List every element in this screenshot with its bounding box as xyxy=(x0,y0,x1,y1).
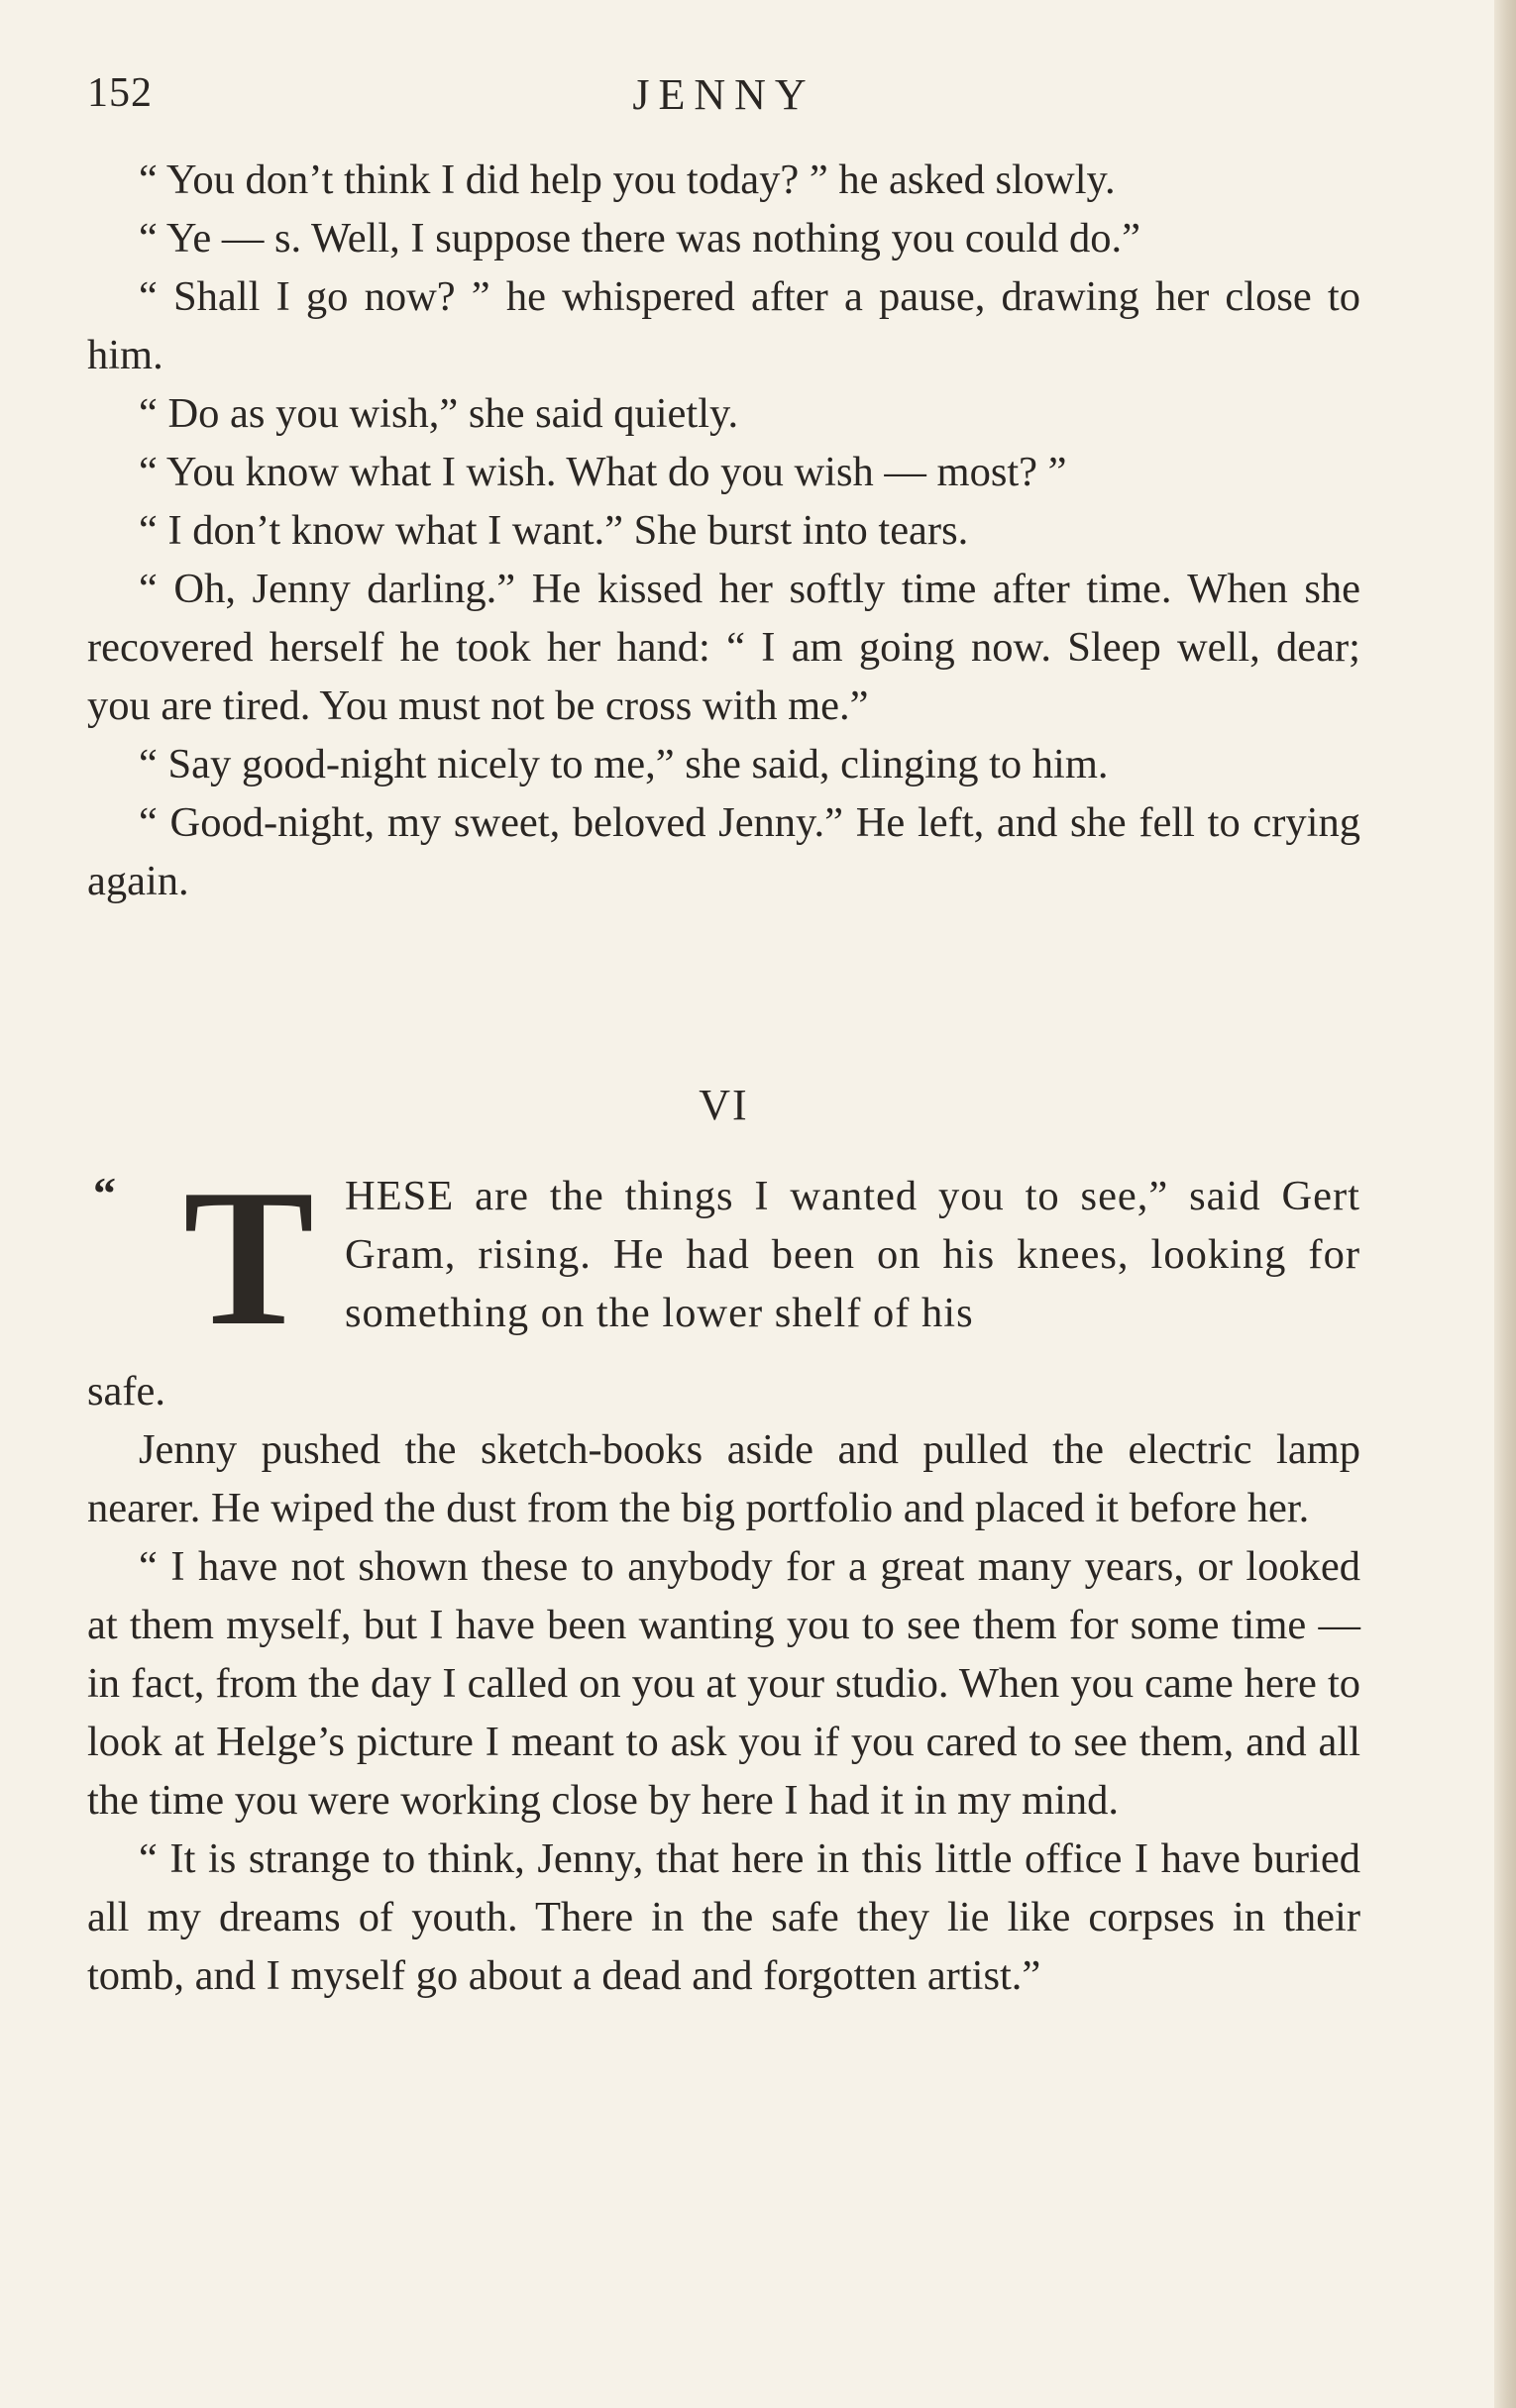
drop-cap-letter: T xyxy=(182,1149,315,1366)
paragraph: “ You don’t think I did help you today? ” he asked slowly. xyxy=(139,157,1116,203)
running-title: JENNY xyxy=(632,70,815,119)
paragraph: “ Shall I go now? ” he whispered after a pause, drawing her close to him. xyxy=(87,273,1360,378)
paragraph: “ It is strange to think, Jenny, that here in this little office I have buried all my dreams of youth. There in the safe they lie like corpses in their tomb, and I myself go about a dead and forgotten artist.” xyxy=(87,1835,1360,1999)
drop-cap xyxy=(174,1149,323,1366)
paragraph: “ I have not shown these to anybody for a great many years, or looked at them myself, but I have been wanting you to see them for some time — in fact, from the day I called on you at your studio. When you came here to look at Helge’s picture I meant to ask you if you cared to see them, and all the time you were working close by here I had it in my mind. xyxy=(87,1543,1360,1824)
chapter-heading: VI xyxy=(699,1081,749,1129)
section-2-text xyxy=(87,1362,1360,2005)
page-header xyxy=(87,69,1360,129)
paragraph: “ Good-night, my sweet, beloved Jenny.” He left, and she fell to crying again. xyxy=(87,799,1360,904)
paragraph: “ Say good-night nicely to me,” she said, clinging to him. xyxy=(139,741,1109,787)
paragraph: Jenny pushed the sketch-books aside and pulled the electric lamp nearer. He wiped the dust from the big portfolio and placed it before her. xyxy=(87,1426,1360,1531)
drop-cap-paragraph: HESE are the things I wanted you to see,” said Gert Gram, rising. He had been on his knees, looking for something on the lower shelf of his xyxy=(345,1173,1360,1336)
drop-cap-continuation: safe. xyxy=(87,1368,166,1414)
paragraph: “ Do as you wish,” she said quietly. xyxy=(139,390,739,437)
paragraph: “ Oh, Jenny darling.” He kissed her softly time after time. When she recovered herself he took her hand: “ I am going now. Sleep well, dear; you are tired. You must not be cross with me.” xyxy=(87,566,1360,729)
section-1-text xyxy=(87,151,1360,910)
opening-quote-mark: “ xyxy=(93,1168,116,1218)
paragraph: “ I don’t know what I want.” She burst into tears. xyxy=(139,507,969,554)
page-number: 152 xyxy=(87,70,153,116)
page-edge xyxy=(1494,0,1516,2408)
paragraph: “ You know what I wish. What do you wish — most? ” xyxy=(139,449,1067,495)
paragraph: “ Ye — s. Well, I suppose there was nothing you could do.” xyxy=(139,215,1140,262)
